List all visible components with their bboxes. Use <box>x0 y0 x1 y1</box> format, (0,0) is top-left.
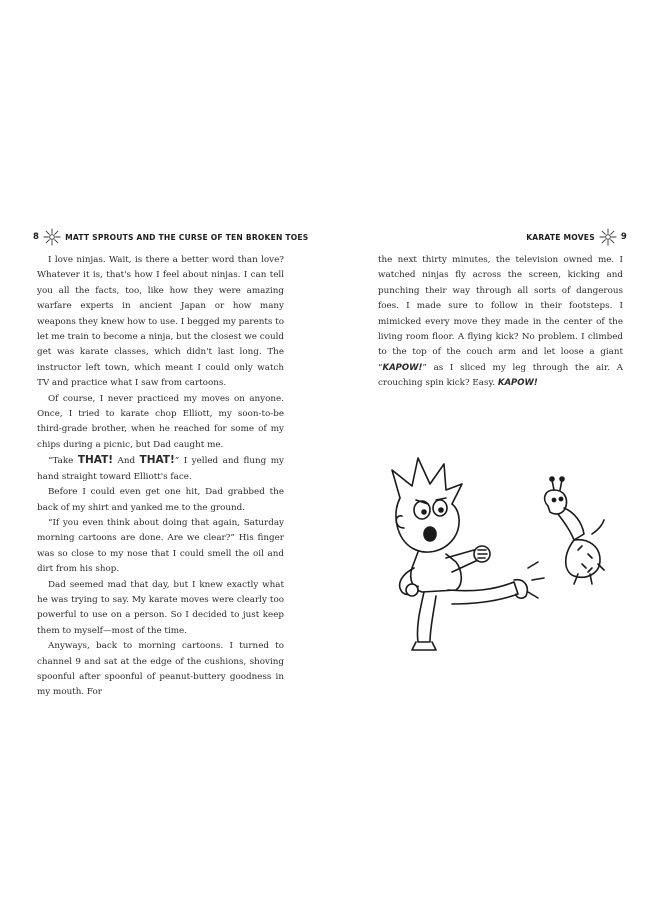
paragraph: Of course, I never practiced my moves on anyone. Once, I tried to karate chop Elliott, my soon-to-be third-grade brother, when he reached for some of my chips during a picnic, but Dad caught me. <box>37 393 284 450</box>
right-page-number: 9 <box>620 232 627 242</box>
text-run: ” as I sliced my leg through the air. A crouching spin kick? Easy. <box>378 362 623 389</box>
text-run: the next thirty minutes, the television owned me. I watched ninjas fly across the screen, kicking and punching their way through all sorts of dangerous foes. I made sure to follow in their footsteps. I mimicked every move they made in the center of the living room floor. A flying kick? No problem. I climbed to the top of the couch arm and let loose a giant “ <box>378 255 623 373</box>
left-body-text <box>37 253 284 701</box>
kicking-leg <box>448 582 518 604</box>
hair <box>392 458 462 504</box>
paragraph: Before I could even get one hit, Dad grabbed the back of my shirt and yanked me to the ground. <box>37 487 284 513</box>
back-fist <box>406 584 418 596</box>
standing-leg <box>417 592 436 642</box>
starburst-icon <box>599 228 617 246</box>
quote-text: ” I yelled and flung my hand straight toward Elliott's face. <box>37 456 284 482</box>
right-body-text <box>378 253 623 392</box>
kapow-shout-2: KAPOW! <box>497 378 538 389</box>
right-page <box>330 0 660 900</box>
paragraph-with-shout <box>37 453 284 485</box>
paragraph: Anyways, back to morning cartoons. I turned to channel 9 and sat at the edge of the cushions, shoving spoonful after spoonful of peanut-buttery goodness in my mouth. For <box>37 641 284 698</box>
bold-shout-that-1: THAT! <box>77 454 114 467</box>
quote-text: And <box>113 456 140 467</box>
right-running-header <box>526 228 627 246</box>
paragraph-continued <box>378 253 623 392</box>
right-chapter-title: KARATE MOVES <box>526 232 595 242</box>
front-arm <box>446 550 478 572</box>
paragraph: “If you even think about doing that again, Saturday morning cartoons are done. Are we clear?” His finger was so close to my nose that I could smell the oil and dirt from his shop. <box>37 517 284 575</box>
starburst-icon <box>43 228 61 246</box>
bold-shout-that-2: THAT! <box>139 454 175 467</box>
standing-foot <box>412 642 436 650</box>
open-mouth <box>424 527 436 541</box>
quote-text: “Take <box>48 456 78 467</box>
paragraph: I love ninjas. Wait, is there a better word than love? Whatever it is, that's how I feel about ninjas. I can tell you all the facts, too, like how they were amazing warfare experts in ancient Japan or how many weapons they knew how to use. I begged my parents to let me train to become a ninja, but the closest we could get was karate classes, which didn't last long. The instructor left town, which meant I could only watch TV and practice what I saw from cartoons. <box>37 255 284 389</box>
giraffe-head <box>545 490 567 514</box>
left-book-title: MATT SPROUTS AND THE CURSE OF TEN BROKEN TOES <box>65 232 309 242</box>
boy-kicking-giraffe-toy-illustration <box>378 450 608 660</box>
kapow-shout-1: KAPOW! <box>382 362 423 373</box>
left-page-number: 8 <box>33 232 40 242</box>
left-running-header <box>33 228 308 246</box>
paragraph: Dad seemed mad that day, but I knew exactly what he was trying to say. My karate moves were clearly too powerful to use on a person. So I decided to just keep them to myself—most of the time. <box>37 579 284 636</box>
giraffe-body <box>566 540 600 578</box>
